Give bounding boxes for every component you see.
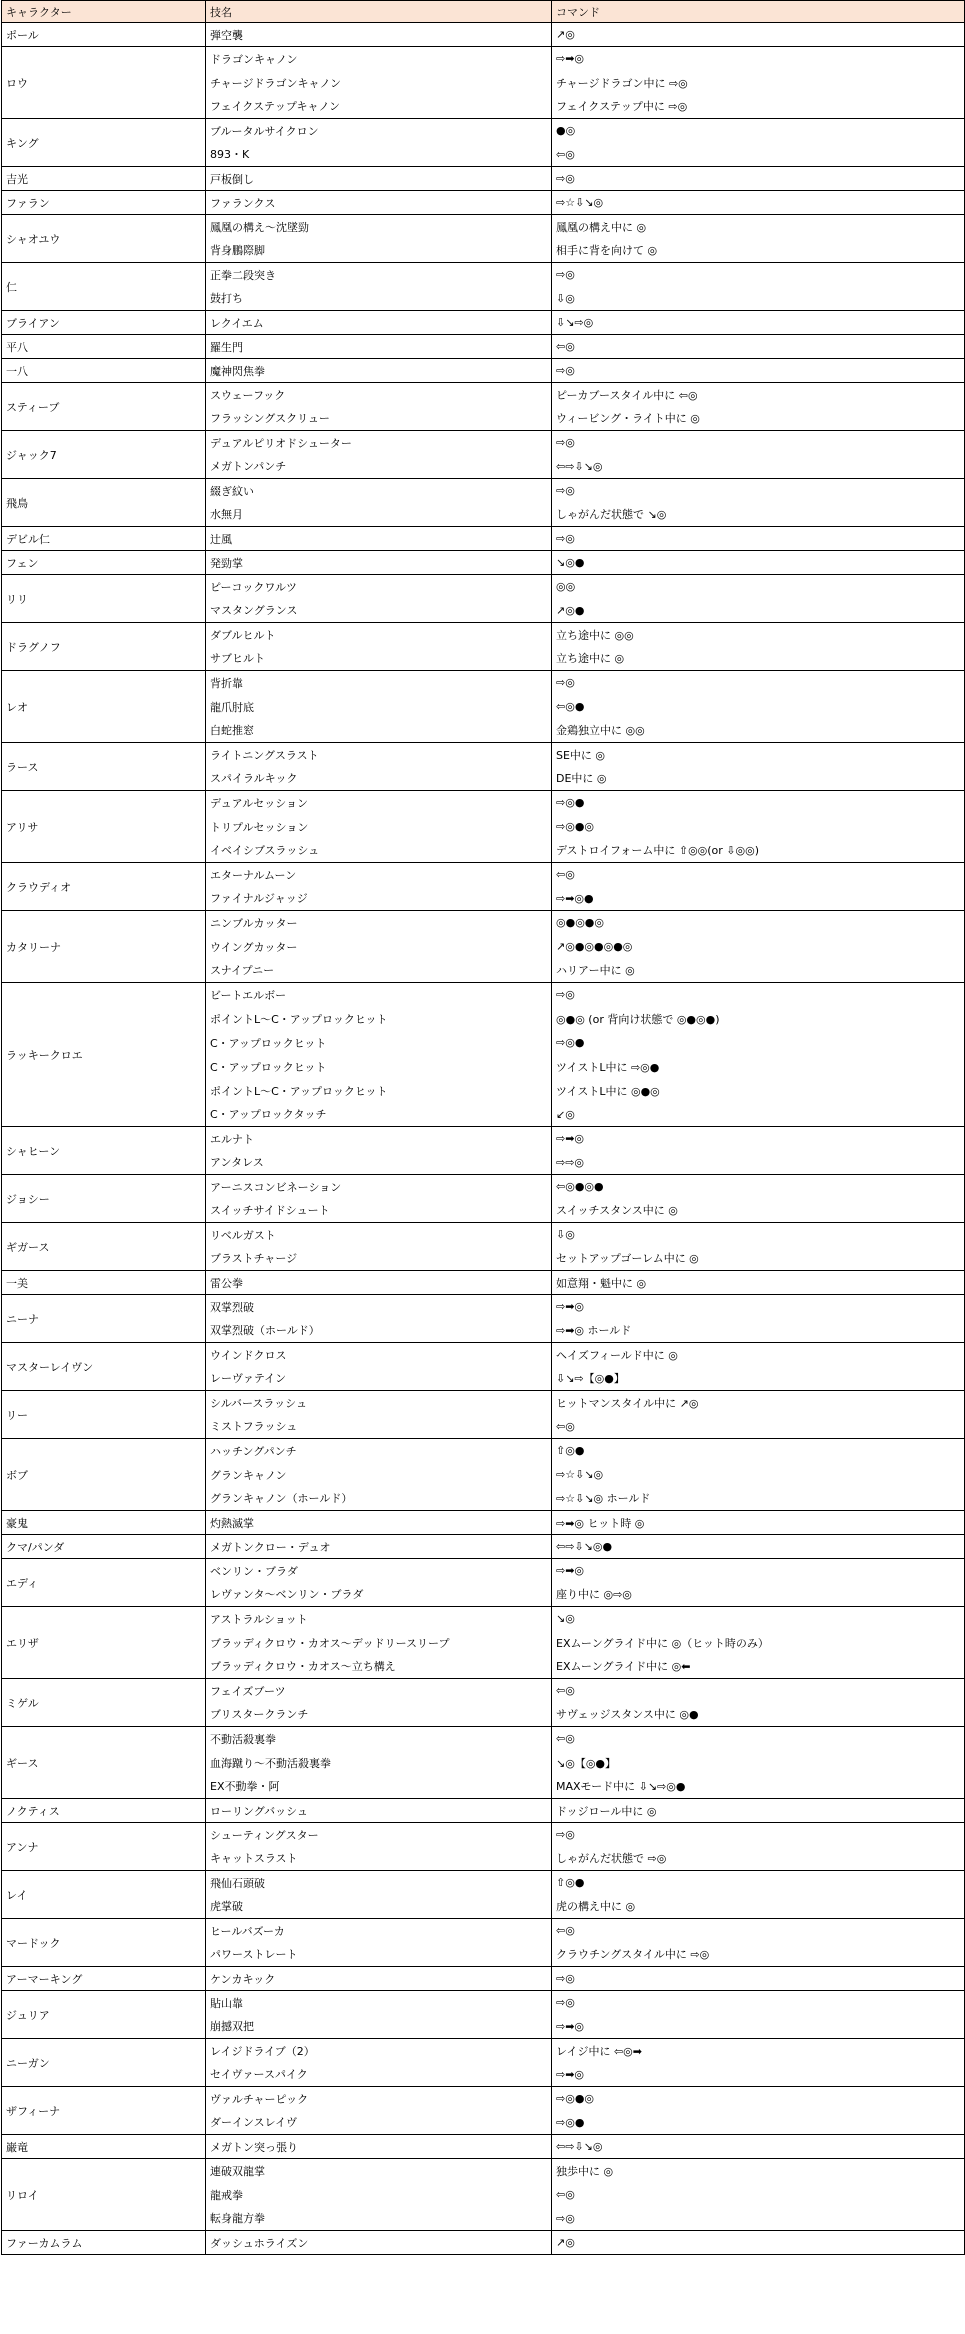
command-cell: ⇨➡◎	[552, 1127, 965, 1151]
character-cell: ロウ	[2, 47, 206, 119]
table-row	[2, 1871, 965, 1895]
table-row	[2, 23, 965, 47]
command-cell: ⇦◎	[552, 1919, 965, 1943]
character-cell: アンナ	[2, 1823, 206, 1871]
command-cell: ⇦⇨⇩↘◎	[552, 455, 965, 479]
command-cell: デストロイフォーム中に ⇧◎◎(or ⇩◎◎)	[552, 839, 965, 863]
table-row	[2, 863, 965, 887]
character-cell: レオ	[2, 671, 206, 743]
table-row	[2, 1343, 965, 1367]
command-cell: レイジ中に ⇦◎➡	[552, 2039, 965, 2063]
table-row	[2, 1127, 965, 1151]
character-cell: リロイ	[2, 2159, 206, 2231]
character-cell: エディ	[2, 1559, 206, 1607]
character-cell: レイ	[2, 1871, 206, 1919]
move-name-cell: レイジドライブ（2）	[206, 2039, 552, 2063]
command-cell: 如意翔・魁中に ◎	[552, 1271, 965, 1295]
table-row	[2, 1511, 965, 1535]
character-cell: クラウディオ	[2, 863, 206, 911]
command-cell: ピーカブースタイル中に ⇦◎	[552, 383, 965, 407]
command-cell: スイッチスタンス中に ◎	[552, 1199, 965, 1223]
command-cell: ↙◎	[552, 1103, 965, 1127]
table-row	[2, 359, 965, 383]
table-row	[2, 671, 965, 695]
character-cell: ファーカムラム	[2, 2231, 206, 2255]
table-row	[2, 791, 965, 815]
character-cell: ドラグノフ	[2, 623, 206, 671]
command-cell: 虎の構え中に ◎	[552, 1895, 965, 1919]
character-cell: マードック	[2, 1919, 206, 1967]
character-cell: 一美	[2, 1271, 206, 1295]
character-cell: 平八	[2, 335, 206, 359]
command-cell: ⇧◎●	[552, 1871, 965, 1895]
command-cell: 相手に背を向けて ◎	[552, 239, 965, 263]
command-cell: ⇨➡◎	[552, 1559, 965, 1583]
table-row	[2, 551, 965, 575]
move-name-cell: デュアルピリオドシューター	[206, 431, 552, 455]
command-table	[1, 0, 965, 2255]
table-row	[2, 1607, 965, 1631]
command-cell: ⇩↘⇨◎	[552, 311, 965, 335]
move-name-cell: ダーインスレイヴ	[206, 2111, 552, 2135]
move-name-cell: ブラストチャージ	[206, 1247, 552, 1271]
move-name-cell: C・アップロックタッチ	[206, 1103, 552, 1127]
move-name-cell: グランキャノン（ホールド）	[206, 1487, 552, 1511]
character-cell: アーマーキング	[2, 1967, 206, 1991]
move-name-cell: EX不動拳・阿	[206, 1775, 552, 1799]
table-row	[2, 1991, 965, 2015]
command-cell: ⇨◎	[552, 431, 965, 455]
table-row	[2, 1823, 965, 1847]
move-name-cell: 弾空襲	[206, 23, 552, 47]
move-name-cell: アーニスコンビネーション	[206, 1175, 552, 1199]
table-row	[2, 1559, 965, 1583]
command-cell: 立ち途中に ◎	[552, 647, 965, 671]
command-cell: ⇨☆⇩↘◎	[552, 191, 965, 215]
command-cell: ⇦◎	[552, 1415, 965, 1439]
move-name-cell: ウイングカッター	[206, 935, 552, 959]
character-cell: ラッキークロエ	[2, 983, 206, 1127]
command-cell: ⇨◎●	[552, 1031, 965, 1055]
move-name-cell: セイヴァースパイク	[206, 2063, 552, 2087]
move-name-cell: スパイラルキック	[206, 767, 552, 791]
move-name-cell: 鳳凰の構え～沈墜勁	[206, 215, 552, 239]
command-cell: ⇨☆⇩↘◎ ホールド	[552, 1487, 965, 1511]
command-cell: ↘◎	[552, 1607, 965, 1631]
move-name-cell: パワーストレート	[206, 1943, 552, 1967]
command-cell: ↗◎	[552, 23, 965, 47]
move-name-cell: ケンカキック	[206, 1967, 552, 1991]
character-cell: キング	[2, 119, 206, 167]
command-cell: ⇨➡◎	[552, 1295, 965, 1319]
character-cell: デビル仁	[2, 527, 206, 551]
move-name-cell: アンタレス	[206, 1151, 552, 1175]
command-cell: セットアップゴーレム中に ◎	[552, 1247, 965, 1271]
command-cell: ⇦◎●	[552, 695, 965, 719]
command-cell: MAXモード中に ⇩↘⇨◎●	[552, 1775, 965, 1799]
move-name-cell: レヴァンタ～ベンリン・ブラダ	[206, 1583, 552, 1607]
move-name-cell: フェイズブーツ	[206, 1679, 552, 1703]
table-row	[2, 1439, 965, 1463]
header-move-name: 技名	[206, 1, 552, 23]
table-row	[2, 263, 965, 287]
move-name-cell: ニンブルカッター	[206, 911, 552, 935]
command-cell: ⇨⇨◎	[552, 1151, 965, 1175]
command-cell: チャージドラゴン中に ⇨◎	[552, 71, 965, 95]
character-cell: フェン	[2, 551, 206, 575]
character-cell: ギース	[2, 1727, 206, 1799]
move-name-cell: チャージドラゴンキャノン	[206, 71, 552, 95]
move-name-cell: ブラッディクロウ・カオス～立ち構え	[206, 1655, 552, 1679]
move-name-cell: ダッシュホライズン	[206, 2231, 552, 2255]
move-name-cell: エルナト	[206, 1127, 552, 1151]
command-cell: ⇧◎●	[552, 1439, 965, 1463]
table-row	[2, 191, 965, 215]
table-row	[2, 215, 965, 239]
table-row	[2, 383, 965, 407]
command-cell: ⇦◎	[552, 1727, 965, 1751]
command-cell: ⇨◎	[552, 263, 965, 287]
character-cell: リリ	[2, 575, 206, 623]
move-name-cell: 辻風	[206, 527, 552, 551]
move-name-cell: 綴ぎ紋い	[206, 479, 552, 503]
move-name-cell: 背折靠	[206, 671, 552, 695]
move-name-cell: ブルータルサイクロン	[206, 119, 552, 143]
move-name-cell: C・アップロックヒット	[206, 1031, 552, 1055]
command-cell: ⇦◎	[552, 2183, 965, 2207]
command-cell: ウィービング・ライト中に ◎	[552, 407, 965, 431]
command-cell: ⇨◎	[552, 167, 965, 191]
move-name-cell: 戸板倒し	[206, 167, 552, 191]
command-cell: ↗◎	[552, 2231, 965, 2255]
command-cell: ⇨◎	[552, 1823, 965, 1847]
move-name-cell: C・アップロックヒット	[206, 1055, 552, 1079]
command-cell: ツイストL中に ⇨◎●	[552, 1055, 965, 1079]
move-name-cell: シルバースラッシュ	[206, 1391, 552, 1415]
move-name-cell: ライトニングスラスト	[206, 743, 552, 767]
table-row	[2, 431, 965, 455]
command-cell: ⇨➡◎	[552, 2015, 965, 2039]
character-cell: 吉光	[2, 167, 206, 191]
move-name-cell: 飛仙石頭破	[206, 1871, 552, 1895]
command-cell: ⇨➡◎●	[552, 887, 965, 911]
command-cell: ツイストL中に ◎●◎	[552, 1079, 965, 1103]
table-row	[2, 1967, 965, 1991]
move-name-cell: 水無月	[206, 503, 552, 527]
table-row	[2, 311, 965, 335]
table-row	[2, 479, 965, 503]
command-cell: ⇨◎●◎	[552, 2087, 965, 2111]
character-cell: クマ/パンダ	[2, 1535, 206, 1559]
move-name-cell: 崩撼双把	[206, 2015, 552, 2039]
move-name-cell: 血海蹴り～不動活殺裏拳	[206, 1751, 552, 1775]
character-cell: 豪鬼	[2, 1511, 206, 1535]
character-cell: ギガース	[2, 1223, 206, 1271]
command-cell: ⇩◎	[552, 287, 965, 311]
command-cell: ⇦⇨⇩↘◎	[552, 2135, 965, 2159]
move-name-cell: 貼山靠	[206, 1991, 552, 2015]
command-cell: ●◎	[552, 119, 965, 143]
move-name-cell: ポイントL～C・アップロックヒット	[206, 1079, 552, 1103]
move-name-cell: ドラゴンキャノン	[206, 47, 552, 71]
command-cell: サヴェッジスタンス中に ◎●	[552, 1703, 965, 1727]
move-name-cell: ブリスタークランチ	[206, 1703, 552, 1727]
character-cell: ザフィーナ	[2, 2087, 206, 2135]
move-name-cell: ビートエルボー	[206, 983, 552, 1007]
move-name-cell: メガトン突っ張り	[206, 2135, 552, 2159]
character-cell: ジャック7	[2, 431, 206, 479]
move-name-cell: フェイクステップキャノン	[206, 95, 552, 119]
command-cell: ⇨◎●	[552, 2111, 965, 2135]
table-row	[2, 911, 965, 935]
command-cell: EXムーングライド中に ◎（ヒット時のみ）	[552, 1631, 965, 1655]
command-cell: ⇨◎	[552, 671, 965, 695]
move-name-cell: 雷公拳	[206, 1271, 552, 1295]
command-cell: ⇨➡◎ ヒット時 ◎	[552, 1511, 965, 1535]
move-name-cell: ダブルヒルト	[206, 623, 552, 647]
character-cell: ニーガン	[2, 2039, 206, 2087]
move-name-cell: シューティングスター	[206, 1823, 552, 1847]
command-cell: ⇨➡◎ ホールド	[552, 1319, 965, 1343]
move-name-cell: レクイエム	[206, 311, 552, 335]
table-row	[2, 1535, 965, 1559]
character-cell: ミゲル	[2, 1679, 206, 1727]
move-name-cell: サブヒルト	[206, 647, 552, 671]
table-row	[2, 1919, 965, 1943]
table-row	[2, 2231, 965, 2255]
move-name-cell: 羅生門	[206, 335, 552, 359]
command-cell: SE中に ◎	[552, 743, 965, 767]
table-row	[2, 1271, 965, 1295]
move-name-cell: スナイプニー	[206, 959, 552, 983]
move-name-cell: 龍爪肘底	[206, 695, 552, 719]
table-row	[2, 47, 965, 71]
table-row	[2, 1727, 965, 1751]
command-cell: ◎●◎ (or 背向け状態で ◎●◎●)	[552, 1007, 965, 1031]
table-row	[2, 1679, 965, 1703]
command-cell: ◎◎	[552, 575, 965, 599]
table-row	[2, 2039, 965, 2063]
table-row	[2, 623, 965, 647]
move-name-cell: ヒールバズーカ	[206, 1919, 552, 1943]
move-name-cell: メガトンパンチ	[206, 455, 552, 479]
move-name-cell: 連破双龍掌	[206, 2159, 552, 2183]
command-cell: ハリアー中に ◎	[552, 959, 965, 983]
command-cell: クラウチングスタイル中に ⇨◎	[552, 1943, 965, 1967]
table-row	[2, 335, 965, 359]
move-name-cell: デュアルセッション	[206, 791, 552, 815]
command-cell: ⇦◎●◎●	[552, 1175, 965, 1199]
move-name-cell: 正拳二段突き	[206, 263, 552, 287]
move-name-cell: 龍戒拳	[206, 2183, 552, 2207]
character-cell: ポール	[2, 23, 206, 47]
character-cell: 巌竜	[2, 2135, 206, 2159]
command-cell: ⇨◎	[552, 1967, 965, 1991]
move-name-cell: ローリングバッシュ	[206, 1799, 552, 1823]
move-name-cell: 虎掌破	[206, 1895, 552, 1919]
command-cell: ↘◎【◎●】	[552, 1751, 965, 1775]
move-name-cell: トリプルセッション	[206, 815, 552, 839]
command-cell: しゃがんだ状態で ↘◎	[552, 503, 965, 527]
table-row	[2, 1223, 965, 1247]
command-cell: ⇦◎	[552, 335, 965, 359]
command-cell: ヘイズフィールド中に ◎	[552, 1343, 965, 1367]
character-cell: シャオユウ	[2, 215, 206, 263]
command-cell: ⇨◎	[552, 479, 965, 503]
command-cell: ↗◎●	[552, 599, 965, 623]
move-name-cell: マスタングランス	[206, 599, 552, 623]
table-row	[2, 119, 965, 143]
move-name-cell: 双掌烈破	[206, 1295, 552, 1319]
character-cell: シャヒーン	[2, 1127, 206, 1175]
command-cell: 立ち途中に ◎◎	[552, 623, 965, 647]
move-name-cell: エターナルムーン	[206, 863, 552, 887]
table-row	[2, 1799, 965, 1823]
header-row	[2, 1, 965, 23]
command-cell: ⇦⇨⇩↘◎●	[552, 1535, 965, 1559]
table-row	[2, 575, 965, 599]
command-cell: EXムーングライド中に ◎⬅	[552, 1655, 965, 1679]
character-cell: 飛鳥	[2, 479, 206, 527]
move-name-cell: ファイナルジャッジ	[206, 887, 552, 911]
move-name-cell: リベルガスト	[206, 1223, 552, 1247]
move-name-cell: キャットスラスト	[206, 1847, 552, 1871]
move-name-cell: ベンリン・ブラダ	[206, 1559, 552, 1583]
move-name-cell: レーヴァテイン	[206, 1367, 552, 1391]
move-name-cell: ピーコックワルツ	[206, 575, 552, 599]
character-cell: ジョシー	[2, 1175, 206, 1223]
command-cell: ⇨☆⇩↘◎	[552, 1463, 965, 1487]
move-name-cell: ミストフラッシュ	[206, 1415, 552, 1439]
move-name-cell: スウェーフック	[206, 383, 552, 407]
table-body	[2, 23, 965, 2255]
character-cell: カタリーナ	[2, 911, 206, 983]
command-cell: ⇦◎	[552, 863, 965, 887]
command-cell: ◎●◎●◎	[552, 911, 965, 935]
character-cell: ニーナ	[2, 1295, 206, 1343]
table-row	[2, 983, 965, 1007]
move-name-cell: 893・K	[206, 143, 552, 167]
command-cell: ↗◎●◎●◎●◎	[552, 935, 965, 959]
move-name-cell: イベイシブスラッシュ	[206, 839, 552, 863]
move-name-cell: 発勁掌	[206, 551, 552, 575]
command-cell: ⇦◎	[552, 1679, 965, 1703]
command-cell: フェイクステップ中に ⇨◎	[552, 95, 965, 119]
character-cell: ラース	[2, 743, 206, 791]
character-cell: ボブ	[2, 1439, 206, 1511]
command-cell: ⇨◎	[552, 983, 965, 1007]
move-name-cell: 灼熱滅掌	[206, 1511, 552, 1535]
command-cell: ↘◎●	[552, 551, 965, 575]
table-row	[2, 1391, 965, 1415]
command-cell: ⇩◎	[552, 1223, 965, 1247]
table-row	[2, 2087, 965, 2111]
header-command: コマンド	[552, 1, 965, 23]
move-name-cell: ハッチングパンチ	[206, 1439, 552, 1463]
character-cell: スティーブ	[2, 383, 206, 431]
move-name-cell: 魔神閃焦拳	[206, 359, 552, 383]
command-cell: ⇩↘⇨【◎●】	[552, 1367, 965, 1391]
character-cell: ジュリア	[2, 1991, 206, 2039]
character-cell: 仁	[2, 263, 206, 311]
move-name-cell: 転身龍方拳	[206, 2207, 552, 2231]
command-cell: 金鶏独立中に ◎◎	[552, 719, 965, 743]
command-cell: ⇨◎	[552, 1991, 965, 2015]
move-name-cell: 不動活殺裏拳	[206, 1727, 552, 1751]
table-row	[2, 1175, 965, 1199]
command-cell: ⇨◎●	[552, 791, 965, 815]
command-cell: しゃがんだ状態で ⇨◎	[552, 1847, 965, 1871]
command-cell: ヒットマンスタイル中に ↗◎	[552, 1391, 965, 1415]
move-name-cell: 双掌烈破（ホールド）	[206, 1319, 552, 1343]
character-cell: アリサ	[2, 791, 206, 863]
command-cell: 鳳凰の構え中に ◎	[552, 215, 965, 239]
character-cell: マスターレイヴン	[2, 1343, 206, 1391]
move-name-cell: ブラッディクロウ・カオス～デッドリースリープ	[206, 1631, 552, 1655]
table-row	[2, 2135, 965, 2159]
move-name-cell: ポイントL～C・アップロックヒット	[206, 1007, 552, 1031]
command-cell: ⇨➡◎	[552, 2063, 965, 2087]
table-row	[2, 167, 965, 191]
command-cell: ドッジロール中に ◎	[552, 1799, 965, 1823]
move-name-cell: ヴァルチャーピック	[206, 2087, 552, 2111]
move-name-cell: スイッチサイドシュート	[206, 1199, 552, 1223]
move-name-cell: 鼓打ち	[206, 287, 552, 311]
table-row	[2, 1295, 965, 1319]
character-cell: リー	[2, 1391, 206, 1439]
command-cell: ⇨◎	[552, 359, 965, 383]
character-cell: ファラン	[2, 191, 206, 215]
character-cell: ノクティス	[2, 1799, 206, 1823]
move-name-cell: 背身鵬際脚	[206, 239, 552, 263]
command-cell: DE中に ◎	[552, 767, 965, 791]
move-name-cell: 白蛇推窓	[206, 719, 552, 743]
command-cell: ⇨◎	[552, 2207, 965, 2231]
move-name-cell: メガトンクロー・デュオ	[206, 1535, 552, 1559]
character-cell: エリザ	[2, 1607, 206, 1679]
table-row	[2, 2159, 965, 2183]
command-cell: ⇨➡◎	[552, 47, 965, 71]
command-cell: ⇨◎●◎	[552, 815, 965, 839]
move-name-cell: フラッシングスクリュー	[206, 407, 552, 431]
command-cell: ⇦◎	[552, 143, 965, 167]
command-cell: ⇨◎	[552, 527, 965, 551]
character-cell: 一八	[2, 359, 206, 383]
header-character: キャラクター	[2, 1, 206, 23]
table-row	[2, 743, 965, 767]
move-name-cell: ウインドクロス	[206, 1343, 552, 1367]
move-name-cell: グランキャノン	[206, 1463, 552, 1487]
table-row	[2, 527, 965, 551]
command-cell: 座り中に ◎⇨◎	[552, 1583, 965, 1607]
move-name-cell: ファランクス	[206, 191, 552, 215]
move-name-cell: アストラルショット	[206, 1607, 552, 1631]
character-cell: ブライアン	[2, 311, 206, 335]
command-cell: 独歩中に ◎	[552, 2159, 965, 2183]
